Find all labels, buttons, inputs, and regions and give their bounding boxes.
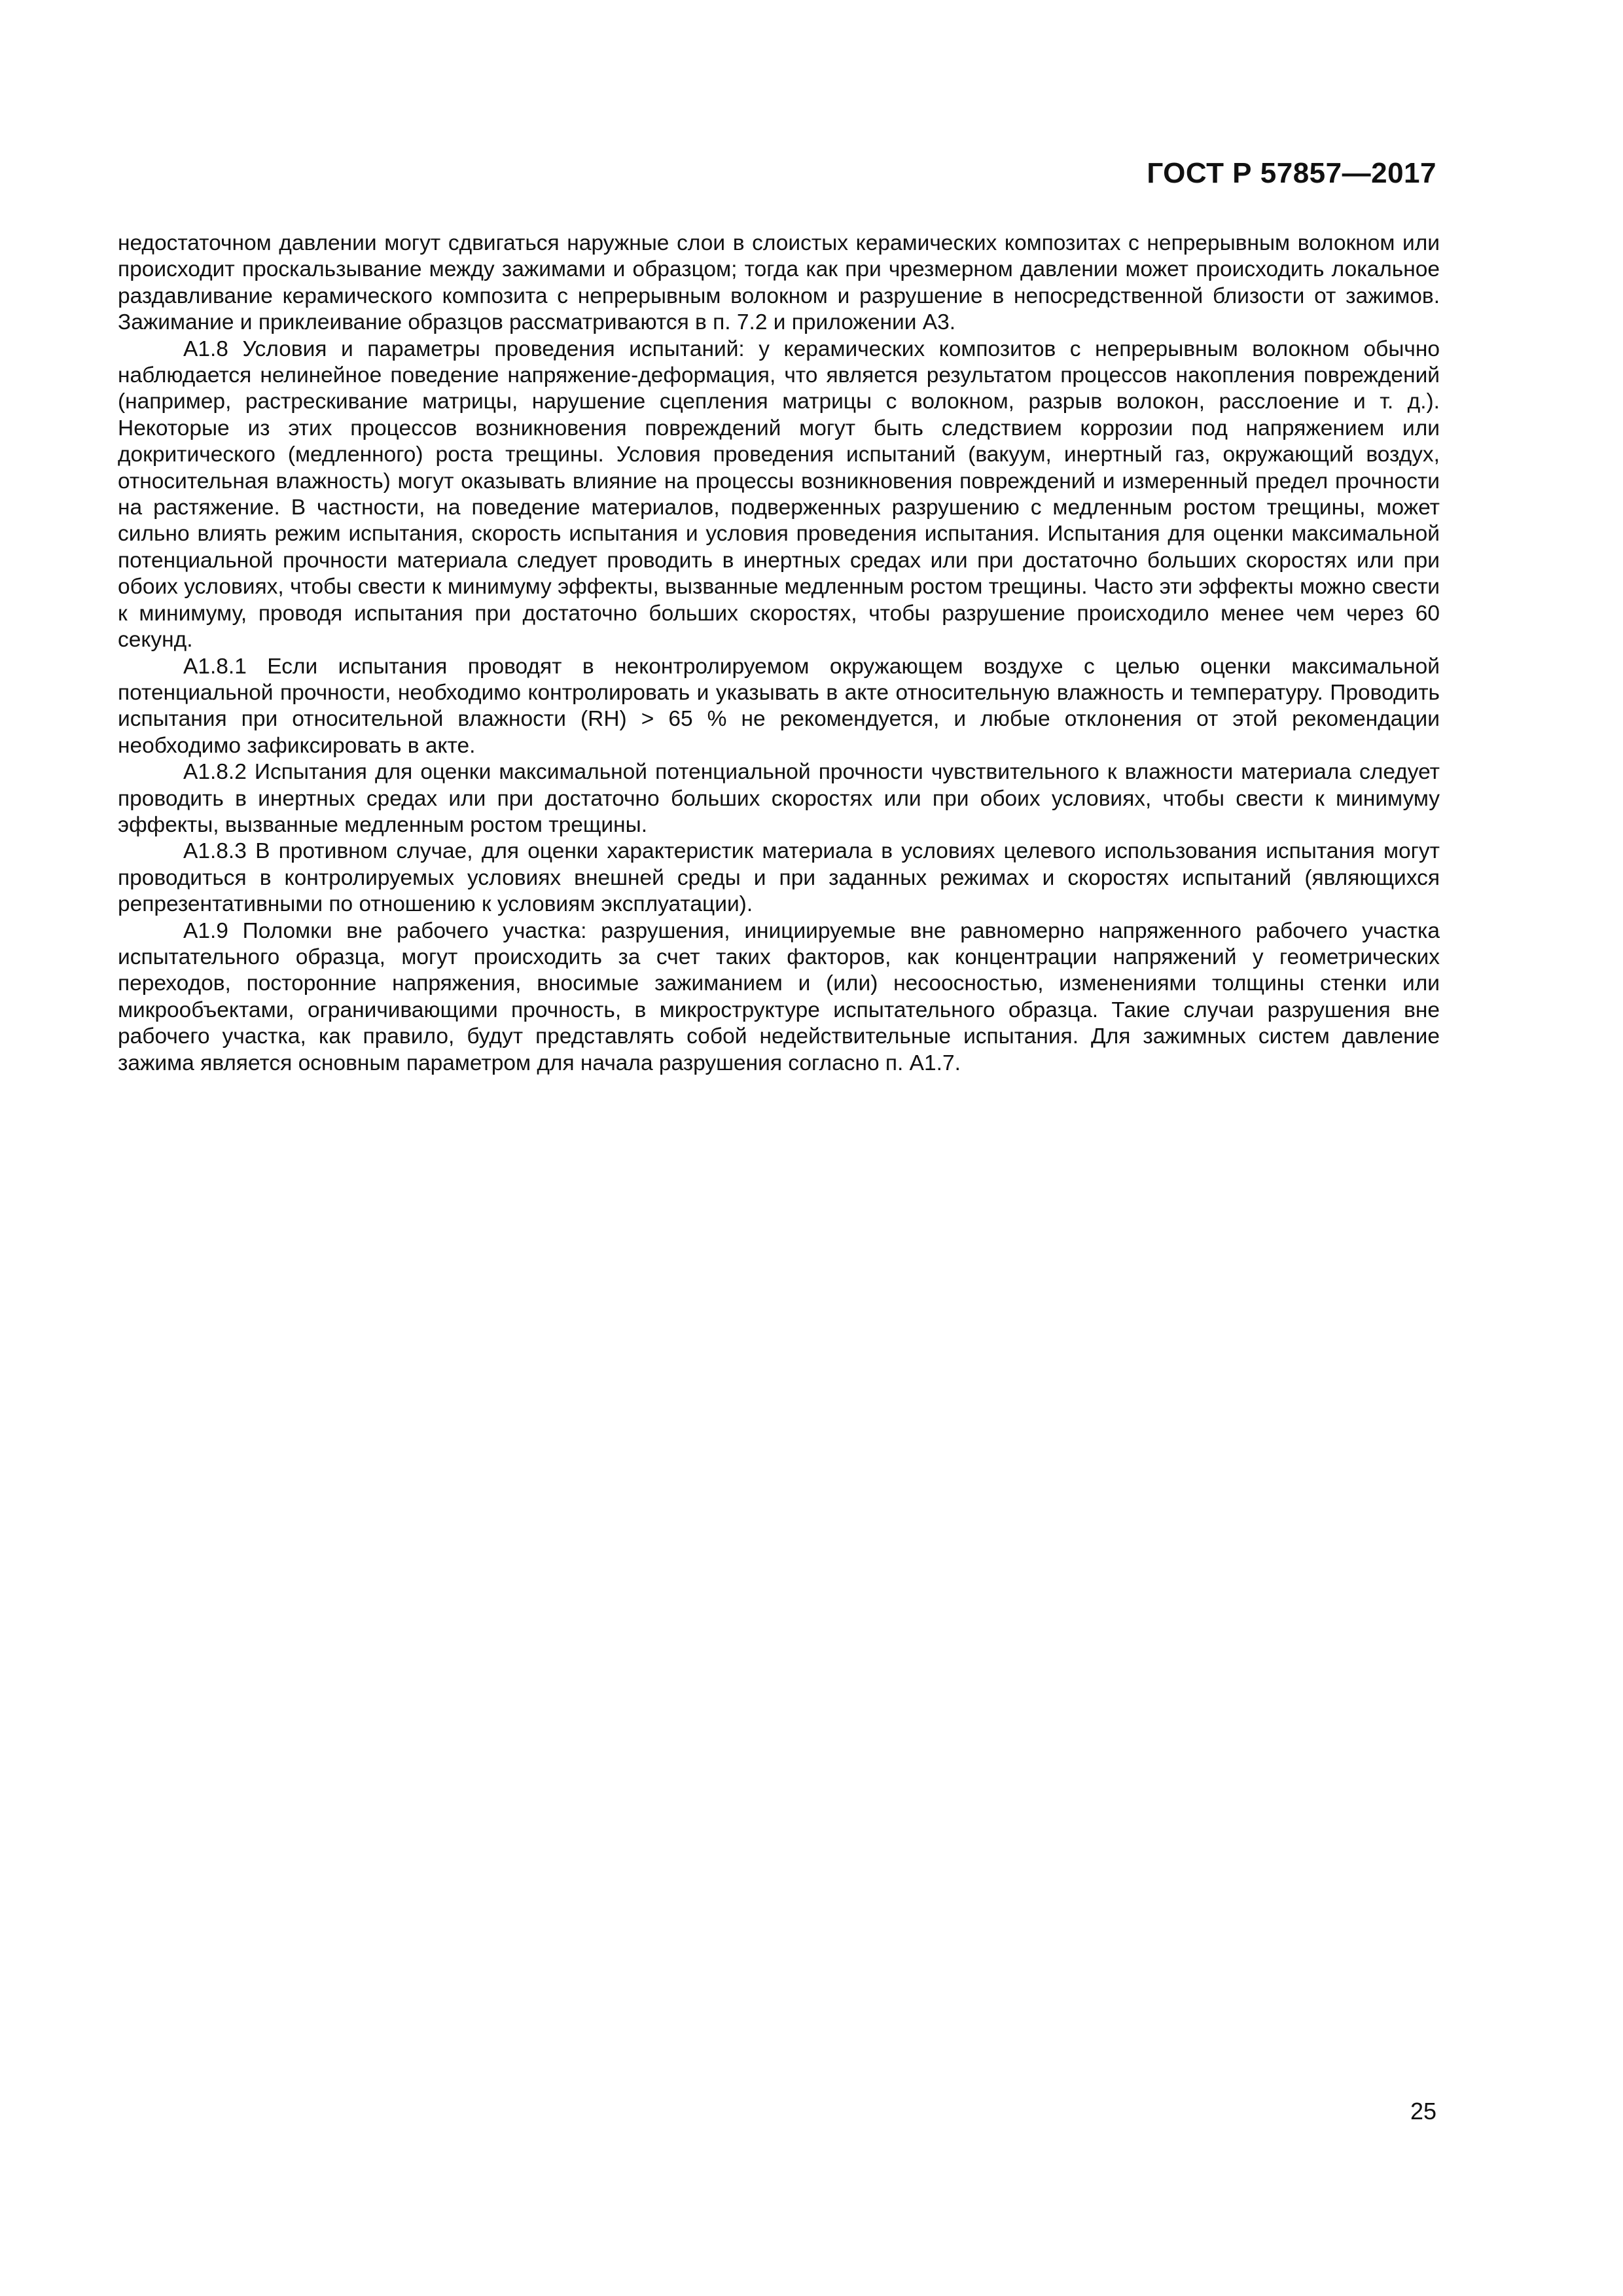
page-number: 25 (1410, 2098, 1436, 2125)
paragraph-a1-8-2: А1.8.2 Испытания для оценки максимальной потенциальной прочности чувствительного к влажности материала следует проводить в инертных средах или при достаточно больших скоростях или при обоих условиях, чтобы свести к минимуму эффекты, вызванные медленным ростом трещины. (118, 760, 1440, 837)
body-text (118, 230, 1440, 1077)
paragraph-a1-8-1: А1.8.1 Если испытания проводят в неконтролируемом окружающем воздухе с целью оценки максимальной потенциальной прочности, необходимо контролировать и указывать в акте относительную влажность и температуру. Проводить испытания при относительной влажности (RH) > 65 % не рекомендуется, и любые отклонения от этой рекомендации необходимо зафиксировать в акте. (118, 654, 1440, 758)
paragraph-a1-9: А1.9 Поломки вне рабочего участка: разрушения, инициируемые вне равномерно напряженного рабочего участка испытательного образца, могут происходить за счет таких факторов, как концентрации напряжений у геометрических переходов, посторонние напряжения, вносимые зажиманием и (или) несоосностью, изменениями толщины стенки или микрообъектами, ограничивающими прочность, в микроструктуре испытательного образца. Такие случаи разрушения вне рабочего участка, как правило, будут представлять собой недействительные испытания. Для зажимных систем давление зажима является основным параметром для начала разрушения согласно п. А1.7. (118, 918, 1440, 1075)
paragraph-a1-8: А1.8 Условия и параметры проведения испытаний: у керамических композитов с непрерывным волокном обычно наблюдается нелинейное поведение напряжение-деформация, что является результатом процессов накопления повреждений (например, растрескивание матрицы, нарушение сцепления матрицы с волокном, разрыв волокон, расслоение и т. д.). Некоторые из этих процессов возникновения повреждений могут быть следствием коррозии под напряжением или докритического (медленного) роста трещины. Условия проведения испытаний (вакуум, инертный газ, окружающий воздух, относительная влажность) могут оказывать влияние на процессы возникновения повреждений и измеренный предел прочности на растяжение. В частности, на поведение материалов, подверженных разрушению с медленным ростом трещины, может сильно влиять режим испытания, скорость испытания и условия проведения испытания. Испытания для оценки максимальной потенциальной прочности материала следует проводить в инертных средах или при достаточно больших скоростях или при обоих условиях, чтобы свести к минимуму эффекты, вызванные медленным ростом трещины. Часто эти эффекты можно свести к минимуму, проводя испытания при достаточно больших скоростях, чтобы разрушение происходило менее чем через 60 секунд. (118, 336, 1440, 653)
paragraph-continuation: недостаточном давлении могут сдвигаться наружные слои в слоистых керамических композитах с непрерывным волокном или происходит проскальзывание между зажимами и образцом; тогда как при чрезмерном давлении может происходить локальное раздавливание керамического композита с непрерывным волокном и разрушение в непосредственной близости от зажимов. Зажимание и приклеивание образцов рассматриваются в п. 7.2 и приложении А3. (118, 231, 1440, 335)
document-code-header: ГОСТ Р 57857—2017 (1147, 157, 1436, 189)
paragraph-a1-8-3: А1.8.3 В противном случае, для оценки характеристик материала в условиях целевого использования испытания могут проводиться в контролируемых условиях внешней среды и при заданных режимах и скоростях испытаний (являющихся репрезентативными по отношению к условиям эксплуатации). (118, 839, 1440, 917)
